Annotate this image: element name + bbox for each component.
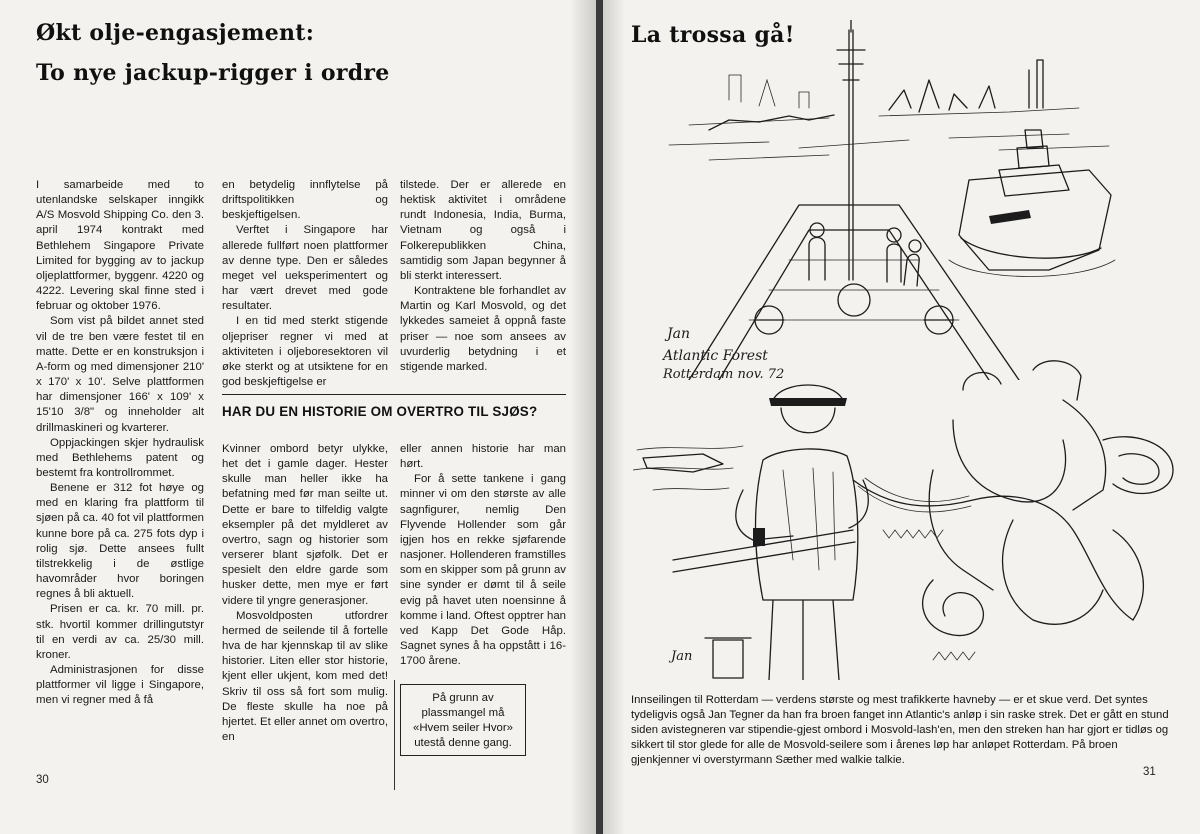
col2-paragraph: Verftet i Singapore har allerede fullført noen plattformer av denne type. Den er således meget vel ueksperimentert og har vært drevet med gode resultater. bbox=[222, 224, 388, 313]
overtro-headline: HAR DU EN HISTORIE OM OVERTRO TIL SJØS? bbox=[222, 404, 538, 419]
article-column-2 bbox=[222, 178, 388, 390]
section-rule bbox=[222, 394, 566, 395]
col5-paragraph: eller annen historie har man hørt. bbox=[400, 443, 566, 471]
sketch-inscription: Rotterdam nov. 72 bbox=[663, 367, 785, 380]
page-number-left: 30 bbox=[36, 774, 49, 786]
sketch-signature: Jan bbox=[667, 326, 690, 342]
illustration-caption: Innseilingen til Rotterdam — verdens største og mest trafikkerte havneby — er et skue verd. Det syntes tydeligvis også Jan Tegner da han fra broen fanget inn Atlantic's anløp i sin raske strek. Det er gått en stund siden avistegneren var stipendie-gjest ombord i Mosvold-lash'en, men den streken han har gjort er tidløs og sikkert til stor glede for alle de Mosvold-seilere som i årenes løp har anløpet Rotterdam. På broen gjenkjenner vi overstyrmann Sæther med walkie talkie. bbox=[631, 694, 1169, 766]
col5-paragraph: For å sette tankene i gang minner vi om den største av alle sagnfigurer, nemlig Den Flyvende Hollender som går igjen hos en rekke sjøfarende nasjoner. Hollenderen framstilles som en skipper som på grunn av sine synder er dømt til å seile evig på havet uten noensinne å komme i land. Oftest opptrer han ved Kapp Det Gode Håp. Sagnet synes å ha oppstått i 16-1700 årene. bbox=[400, 473, 566, 668]
gutter-shadow bbox=[570, 0, 596, 834]
left-page bbox=[0, 0, 596, 834]
tugboat-sketch bbox=[649, 20, 1119, 380]
col1-paragraph: Benene er 312 fot høye og med en klaring fra plattform til sjøen på ca. 40 fot vil plattformen kunne bore på ca. 275 fots dyp i rolig sjø. Dette ansees fullt tilstrekkelig i de østlige havområder hvor boringen regnes å bli aktuell. bbox=[36, 482, 204, 601]
headline-1: Økt olje-engasjement: bbox=[36, 20, 315, 46]
col1-paragraph: Som vist på bildet annet sted vil de tre ben være festet til en matte. Dette er en konstruksjon i A-form og med dimensjoner 210' x 170' x 10'. Selve plattformen har dimensjoner 166' x 109' x 15'10 3/8" og inneholder alt drillmaskineri og kvarterer. bbox=[36, 315, 204, 434]
gutter-shadow bbox=[603, 0, 625, 834]
col3-paragraph: Kontraktene ble forhandlet av Martin og Karl Mosvold, og det lykkedes sameiet å oppnå faste priser — noe som ansees av uvurderlig betydning i et stigende marked. bbox=[400, 285, 566, 373]
col4-paragraph: Kvinner ombord betyr ulykke, het det i gamle dager. Hester skulle man heller ikke ha befatning med før man seilte ut. Dette er bare to tilfeldig valgte eksempler på det myldleret av overtro, sagn og historier som verserer blant sjøfolk. Det er spesielt den eldre garde som husker dette, men mye er ført videre til yngre generasjoner. bbox=[222, 443, 388, 607]
col3-paragraph: tilstede. Der er allerede en hektisk aktivitet i områdene rundt Indonesia, India, Burma, Vietnam og også i Folkerepublikken China, samtidig som Japan begynner å bli sterkt interessert. bbox=[400, 179, 566, 282]
crew-sketch bbox=[633, 360, 1193, 680]
column-divider bbox=[394, 680, 395, 790]
right-page bbox=[603, 0, 1200, 834]
article-column-1 bbox=[36, 178, 204, 708]
notice-box: På grunn av plassmangel må «Hvem seiler Hvor» utestå denne gang. bbox=[400, 684, 526, 756]
sketch-inscription: Atlantic Forest bbox=[663, 348, 768, 364]
article-column-3 bbox=[400, 178, 566, 375]
page-number-right: 31 bbox=[1143, 766, 1156, 778]
col1-paragraph: I samarbeide med to utenlandske selskaper inngikk A/S Mosvold Shipping Co. den 3. april 1974 kontrakt med Bethlehem Singapore Private Limited for bygging av to jackup oljeplattformer, byggenr. 4220 og 4222. Levering skal finne sted i februar og oktober 1976. bbox=[36, 179, 204, 313]
col1-paragraph: Administrasjonen for disse plattformer vil ligge i Singapore, men vi regner med å få bbox=[36, 664, 204, 707]
headline-2: To nye jackup-rigger i ordre bbox=[36, 60, 390, 86]
col4-paragraph: Mosvoldposten utfordrer hermed de seilende til å fortelle hva de har kjennskap til av slike historier. Liten eller stor historie, kjent eller ukjent, kom med det! Skriv til oss så fort som mulig. De fleste skulle ha noe på hjertet. Et eller annet om overtro, en bbox=[222, 609, 388, 743]
col2-paragraph: en betydelig innflytelse på driftspolitikken og beskjeftigelsen. bbox=[222, 179, 388, 222]
article-column-4 bbox=[222, 442, 388, 745]
col1-paragraph: Prisen er ca. kr. 70 mill. pr. stk. hvortil kommer drillingutstyr til en verdi av ca. 25/30 mill. kroner. bbox=[36, 603, 204, 661]
col1-paragraph: Oppjackingen skjer hydraulisk med Bethlehems patent og bestemt fra kontrollrommet. bbox=[36, 436, 204, 479]
article-column-5 bbox=[400, 442, 566, 669]
sketch-signature: Jan bbox=[671, 649, 693, 664]
col2-paragraph: I en tid med sterkt stigende oljepriser regner vi med at aktiviteten i oljeboresektoren vil øke sterkt og at utsiktene for en god beskjeftigelse er bbox=[222, 315, 388, 389]
headline-right: La trossa gå! bbox=[631, 22, 795, 48]
